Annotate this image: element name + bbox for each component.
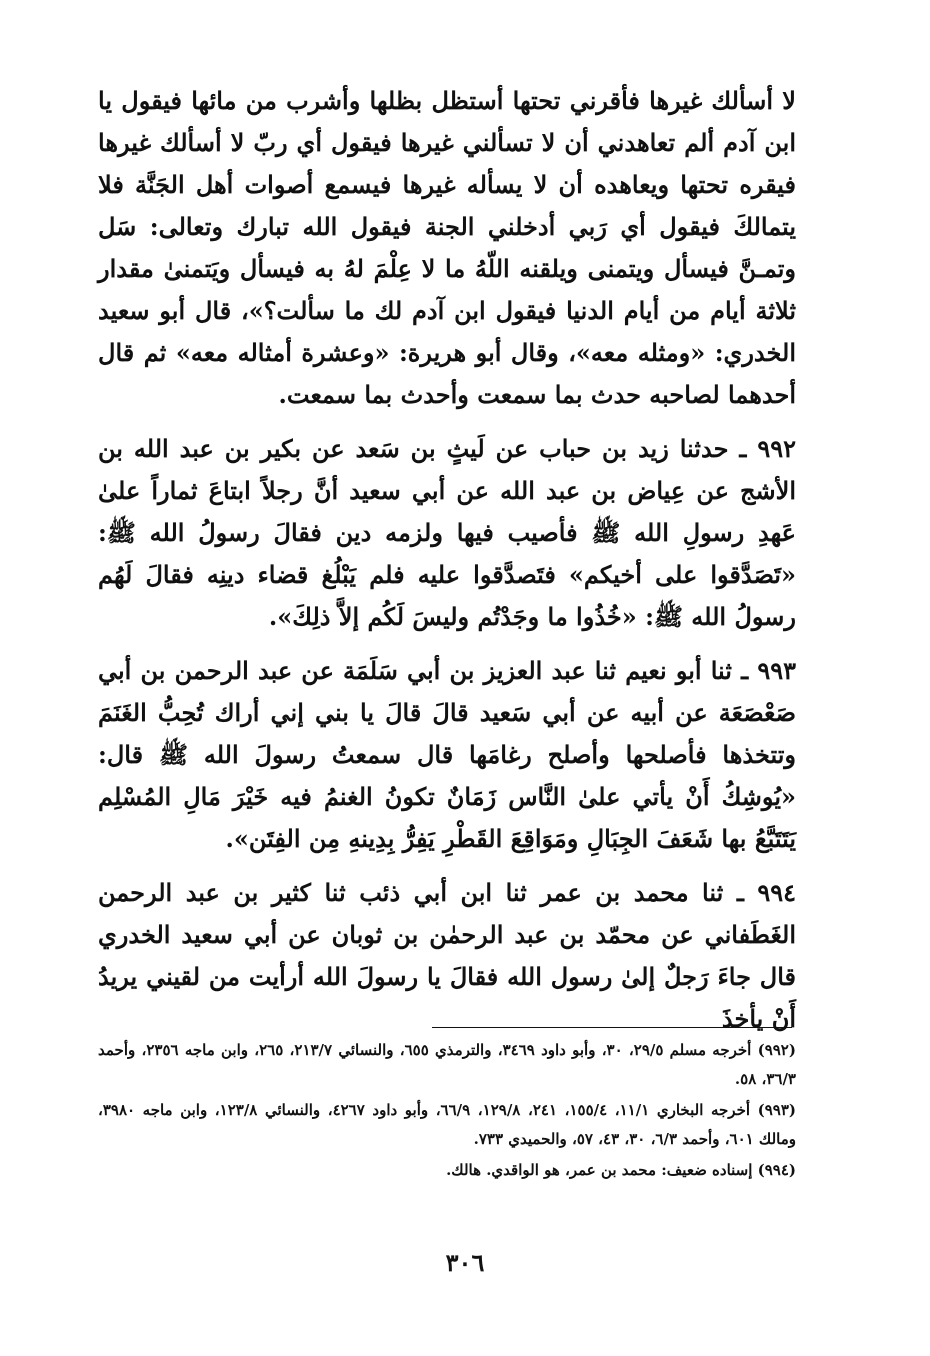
paragraph-continuation	[98, 80, 796, 416]
hadith-number: ٩٩٢ ـ	[739, 434, 796, 463]
footnote-993: (٩٩٣) أخرجه البخاري ١١/١، ١٥٥/٤، ٢٤١، ١٢٩/٨، ٦٦/٩، وأبو داود ٤٢٦٧، والنسائي ١٢٣/٨، وابن ماجه ٣٩٨٠، ومالك ٦٠١، وأحمد ٦/٣، ٣٠، ٤٣، ٥٧، والحميدي ٧٣٣.	[98, 1101, 796, 1148]
main-text	[98, 80, 796, 1040]
body-text	[98, 80, 796, 1040]
footnote-994: (٩٩٤) إسناده ضعيف: محمد بن عمر، هو الواقدي. هالك.	[446, 1161, 796, 1179]
hadith-text: حدثنا زيد بن حباب عن لَيثٍ بن سَعد عن بكير بن عبد الله بن الأشج عن عِياض بن عبد الله عن أبي سعيد أنَّ رجلاً ابتاعَ ثماراً علىٰ عَهدِ رسولِ الله ﷺ فأصيب فيها ولزمه دين فقالَ رسولُ الله ﷺ: «تَصَدَّقوا على أخيكم» فتَصدَّقوا عليه فلم يَبْلُغ قضاء دينِه فقالَ لَهُم رسولُ الله ﷺ: «خُذُوا ما وجَدْتُم وليسَ لَكُم إلاَّ ذلِكَ».	[98, 434, 796, 631]
page-number: ٣٠٦	[445, 1248, 485, 1277]
hadith-994	[98, 872, 796, 1040]
hadith-text: ثنا أبو نعيم ثنا عبد العزيز بن أبي سَلَمَة عن عبد الرحمن بن أبي صَعْصَعَة عن أبيه عن أبي سَعيد قالَ قالَ يا بني إني أراك تُحِبُّ الغَنَمَ وتتخذها فأصلحها وأصلح رغامَها قال سمعتُ رسولَ الله ﷺ قال: «يُوشِكُ أَنْ يأتي علىٰ النَّاس زَمَانٌ تكونُ الغنمُ فيه خَيْرَ مَالِ المُسْلِم يَتَتَبَّعُ بها شَعَفَ الجِبَالِ ومَوَاقِعَ القَطْرِ يَفِرُّ بِدِينهِ مِن الفِتَن».	[98, 656, 796, 853]
hadith-text: ثنا محمد بن عمر ثنا ابن أبي ذئب ثنا كثير بن عبد الرحمن الغَطَفاني عن محمّد بن عبد الرحمٰن بن ثوبان عن أبي سعيد الخدري قال جاءَ رَجلٌ إلىٰ رسول الله فقالَ يا رسولَ الله أرأيت من لقيني يريدُ أَنْ يأخذَ	[98, 878, 796, 1033]
hadith-number: ٩٩٤ ـ	[736, 878, 797, 907]
footnotes	[98, 1036, 796, 1187]
footnote-992: (٩٩٢) أخرجه مسلم ٢٩/٥، ٣٠، وأبو داود ٣٤٦٩، والترمذي ٦٥٥، والنسائي ٢١٣/٧، ٢٦٥، وابن ماجه ٢٣٥٦، وأحمد ٣٦/٣، ٥٨.	[98, 1041, 796, 1088]
footnote-divider	[432, 1027, 792, 1028]
hadith-number: ٩٩٣ ـ	[741, 656, 797, 685]
hadith-993	[98, 650, 796, 860]
hadith-992	[98, 428, 796, 638]
paragraph-text: لا أسألك غيرها فأقرني تحتها أستظل بظلها وأشرب من مائها فيقول يا ابن آدم ألم تعاهدني أن لا تسألني غيرها فيقول أي ربّ لا أسألك غيرها فيقره تحتها ويعاهده أن لا يسأله غيرها فيسمع أصوات أهل الجَنَّة فلا يتمالكَ فيقول أي رَبي أدخلني الجنة فيقول الله تبارك وتعالى: سَل وتمـنَّ فيسأل ويتمنى ويلقنه اللّهُ ما لا عِلْمَ لهُ به فيسأل ويَتمنىٰ مقدار ثلاثة أيام من أيام الدنيا فيقول ابن آدم لك ما سألت؟»، قال أبو سعيد الخدري: «ومثله معه»، وقال أبو هريرة: «وعشرة أمثاله معه» ثم قال أحدهما لصاحبه حدث بما سمعت وأحدث بما سمعت.	[98, 86, 797, 409]
